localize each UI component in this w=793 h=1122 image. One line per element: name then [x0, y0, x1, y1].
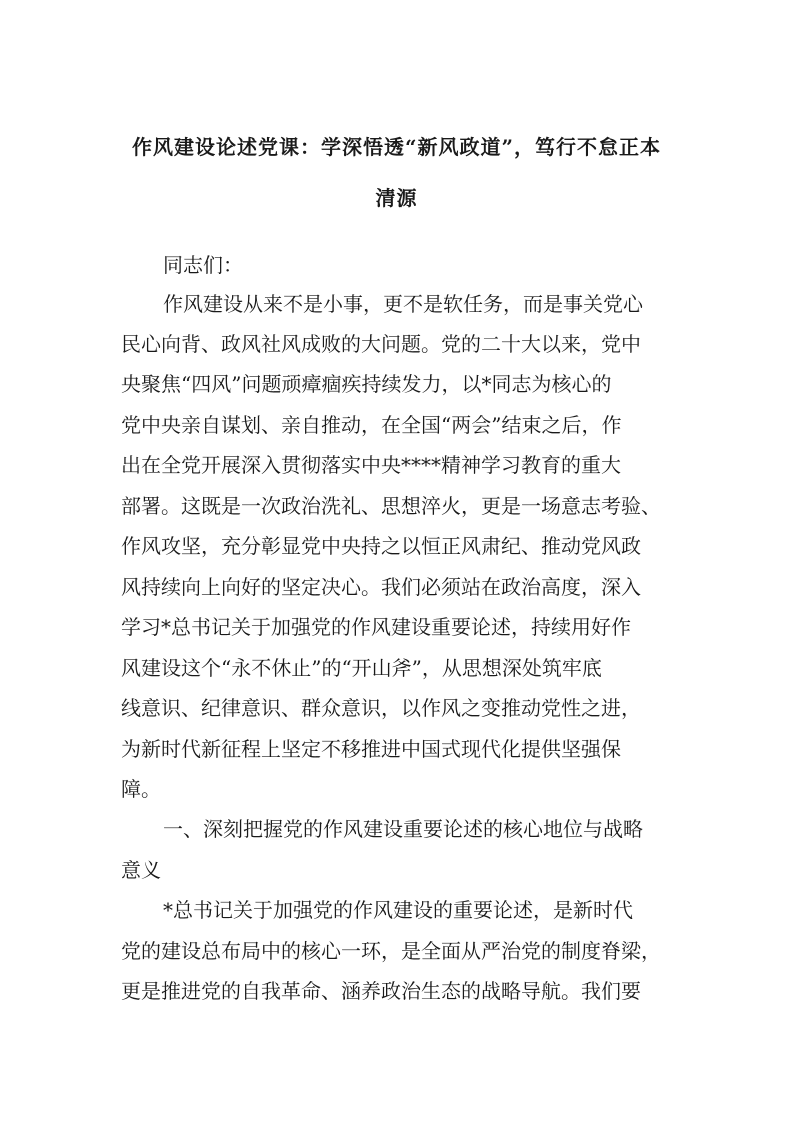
body-line: 障。	[121, 777, 161, 801]
section-heading-line: 意义	[121, 858, 161, 882]
body-line: 为新时代新征程上坚定不移推进中国式现代化提供坚强保	[121, 737, 621, 761]
section-heading-line: 一、深刻把握党的作风建设重要论述的核心地位与战略	[163, 817, 643, 841]
body-line: 央聚焦“四风”问题顽瘴痼疾持续发力，以*同志为核心的	[121, 372, 612, 396]
body-line: 部署。这既是一次政治洗礼、思想淬火，更是一场意志考验、	[121, 494, 661, 518]
body-line: 出在全党开展深入贯彻落实中央****精神学习教育的重大	[121, 453, 621, 477]
body-line: 党中央亲自谋划、亲自推动，在全国“两会”结束之后，作	[121, 413, 622, 437]
body-line: 民心向背、政风社风成败的大问题。党的二十大以来，党中	[121, 332, 641, 356]
document-title-line-1: 作风建设论述党课：学深悟透“新风政道”，笃行不怠正本	[131, 135, 661, 159]
document-title-line-2: 清源	[375, 186, 418, 210]
body-line: 作风建设从来不是小事，更不是软任务，而是事关党心	[163, 292, 643, 316]
body-line: 学习*总书记关于加强党的作风建设重要论述，持续用好作	[121, 615, 631, 639]
body-line: *总书记关于加强党的作风建设的重要论述，是新时代	[163, 898, 633, 922]
body-line: 更是推进党的自我革命、涵养政治生态的战略导航。我们要	[121, 979, 641, 1003]
body-line: 风持续向上向好的坚定决心。我们必须站在政治高度，深入	[121, 575, 641, 599]
salutation: 同志们：	[163, 253, 243, 277]
body-line: 作风攻坚，充分彰显党中央持之以恒正风肃纪、推动党风政	[121, 534, 641, 558]
body-line: 风建设这个“永不休止”的“开山斧”，从思想深处筑牢底	[121, 656, 602, 680]
body-line: 线意识、纪律意识、群众意识，以作风之变推动党性之进，	[121, 696, 641, 720]
body-line: 党的建设总布局中的核心一环，是全面从严治党的制度脊梁，	[121, 939, 661, 963]
